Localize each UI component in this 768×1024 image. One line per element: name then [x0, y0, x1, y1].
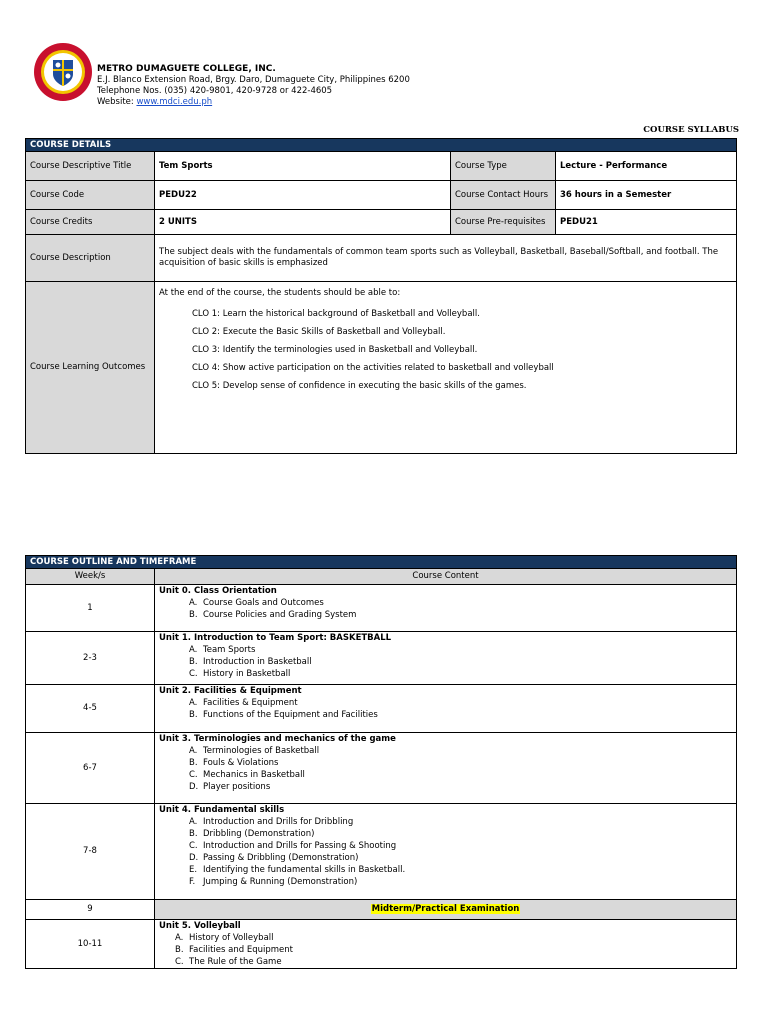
topic-item: B. Fouls & Violations: [189, 758, 279, 768]
outcome-item: CLO 4: Show active participation on the activities related to basketball and volleyball: [192, 363, 554, 373]
topic-item: A. Facilities & Equipment: [189, 698, 298, 708]
course-outline-table: [25, 555, 737, 969]
college-telephone: Telephone Nos. (035) 420-9801, 420-9728 or 422-4605: [97, 86, 333, 96]
unit-title: Unit 3. Terminologies and mechanics of the game: [159, 734, 396, 744]
website-label: Website:: [97, 97, 137, 107]
topic-item: C. Mechanics in Basketball: [189, 770, 305, 780]
content-cell: [155, 920, 737, 969]
topic-item: A. Course Goals and Outcomes: [189, 598, 324, 608]
descriptive-title-value: Tem Sports: [155, 152, 451, 181]
topic-item: A. Team Sports: [189, 645, 256, 655]
credits-value: 2 UNITS: [155, 210, 451, 235]
week-cell: 1: [26, 585, 155, 632]
topic-item: A. Terminologies of Basketball: [189, 746, 320, 756]
content-cell: [155, 733, 737, 804]
prereq-label: Course Pre-requisites: [451, 210, 556, 235]
outline-row: [26, 920, 737, 969]
college-address: E.J. Blanco Extension Road, Brgy. Daro, Dumaguete City, Philippines 6200: [97, 75, 410, 85]
credits-label: Course Credits: [26, 210, 155, 235]
description-label: Course Description: [26, 235, 155, 282]
week-cell: 6-7: [26, 733, 155, 804]
weeks-column-header: Week/s: [26, 569, 155, 585]
unit-title: Unit 2. Facilities & Equipment: [159, 686, 302, 696]
outcome-item: CLO 2: Execute the Basic Skills of Basketball and Volleyball.: [192, 327, 446, 337]
topic-item: E. Identifying the fundamental skills in Basketball.: [189, 865, 406, 875]
topic-item: B. Introduction in Basketball: [189, 657, 312, 667]
content-cell: [155, 585, 737, 632]
outline-row-exam: [26, 900, 737, 920]
topic-item: C. History in Basketball: [189, 669, 291, 679]
outline-row: [26, 804, 737, 900]
week-cell: 4-5: [26, 685, 155, 733]
website-link[interactable]: www.mdci.edu.ph: [136, 97, 213, 107]
unit-title: Unit 1. Introduction to Team Sport: BASKETBALL: [159, 633, 392, 643]
course-code-label: Course Code: [26, 181, 155, 210]
topic-item: A. History of Volleyball: [175, 933, 274, 943]
outcomes-cell: [155, 282, 737, 454]
topic-list: [159, 745, 732, 793]
topic-item: B. Functions of the Equipment and Facilities: [189, 710, 378, 720]
week-cell: 7-8: [26, 804, 155, 900]
contact-hours-value: 36 hours in a Semester: [556, 181, 737, 210]
document-type-label: COURSE SYLLABUS: [643, 125, 739, 135]
topic-item: B. Course Policies and Grading System: [189, 610, 357, 620]
description-value: The subject deals with the fundamentals of common team sports such as Volleyball, Basketball, Baseball/Softball, and football. The acquisition of basic skills is emphasized: [155, 235, 737, 282]
topic-list: [159, 932, 732, 968]
exam-highlight: Midterm/Practical Examination: [371, 904, 520, 914]
topic-list: [159, 816, 732, 888]
outcomes-list: [159, 309, 732, 392]
outcomes-label: Course Learning Outcomes: [26, 282, 155, 454]
topic-item: D. Passing & Dribbling (Demonstration): [189, 853, 359, 863]
topic-list: [159, 697, 732, 721]
course-type-value: Lecture - Performance: [556, 152, 737, 181]
exam-cell: [155, 900, 737, 920]
outline-row: [26, 632, 737, 685]
week-cell: 9: [26, 900, 155, 920]
outcome-item: CLO 3: Identify the terminologies used in Basketball and Volleyball.: [192, 345, 478, 355]
unit-title: Unit 0. Class Orientation: [159, 586, 277, 596]
college-seal-logo: [33, 42, 93, 102]
course-type-label: Course Type: [451, 152, 556, 181]
content-cell: [155, 632, 737, 685]
course-outline-heading: COURSE OUTLINE AND TIMEFRAME: [26, 556, 737, 569]
topic-list: [159, 597, 732, 621]
topic-item: C. The Rule of the Game: [175, 957, 282, 967]
content-column-header: Course Content: [155, 569, 737, 585]
topic-item: B. Dribbling (Demonstration): [189, 829, 315, 839]
prereq-value: PEDU21: [556, 210, 737, 235]
content-cell: [155, 685, 737, 733]
topic-item: D. Player positions: [189, 782, 271, 792]
topic-item: F. Jumping & Running (Demonstration): [189, 877, 358, 887]
week-cell: 2-3: [26, 632, 155, 685]
week-cell: 10-11: [26, 920, 155, 969]
outline-row: [26, 585, 737, 632]
outcome-item: CLO 5: Develop sense of confidence in executing the basic skills of the games.: [192, 381, 527, 391]
course-details-heading: COURSE DETAILS: [26, 139, 737, 152]
topic-item: C. Introduction and Drills for Passing & Shooting: [189, 841, 397, 851]
outline-row: [26, 733, 737, 804]
outline-row: [26, 685, 737, 733]
college-name: METRO DUMAGUETE COLLEGE, INC.: [97, 64, 276, 74]
college-header: [33, 42, 733, 122]
outcomes-intro: At the end of the course, the students should be able to:: [159, 288, 401, 298]
content-cell: [155, 804, 737, 900]
topic-item: B. Facilities and Equipment: [175, 945, 293, 955]
topic-item: A. Introduction and Drills for Dribbling: [189, 817, 354, 827]
course-details-table: [25, 138, 737, 454]
course-code-value: PEDU22: [155, 181, 451, 210]
unit-title: Unit 5. Volleyball: [159, 921, 241, 931]
topic-list: [159, 644, 732, 680]
descriptive-title-label: Course Descriptive Title: [26, 152, 155, 181]
contact-hours-label: Course Contact Hours: [451, 181, 556, 210]
college-website: [97, 97, 410, 108]
outcome-item: CLO 1: Learn the historical background of Basketball and Volleyball.: [192, 309, 480, 319]
unit-title: Unit 4. Fundamental skills: [159, 805, 285, 815]
